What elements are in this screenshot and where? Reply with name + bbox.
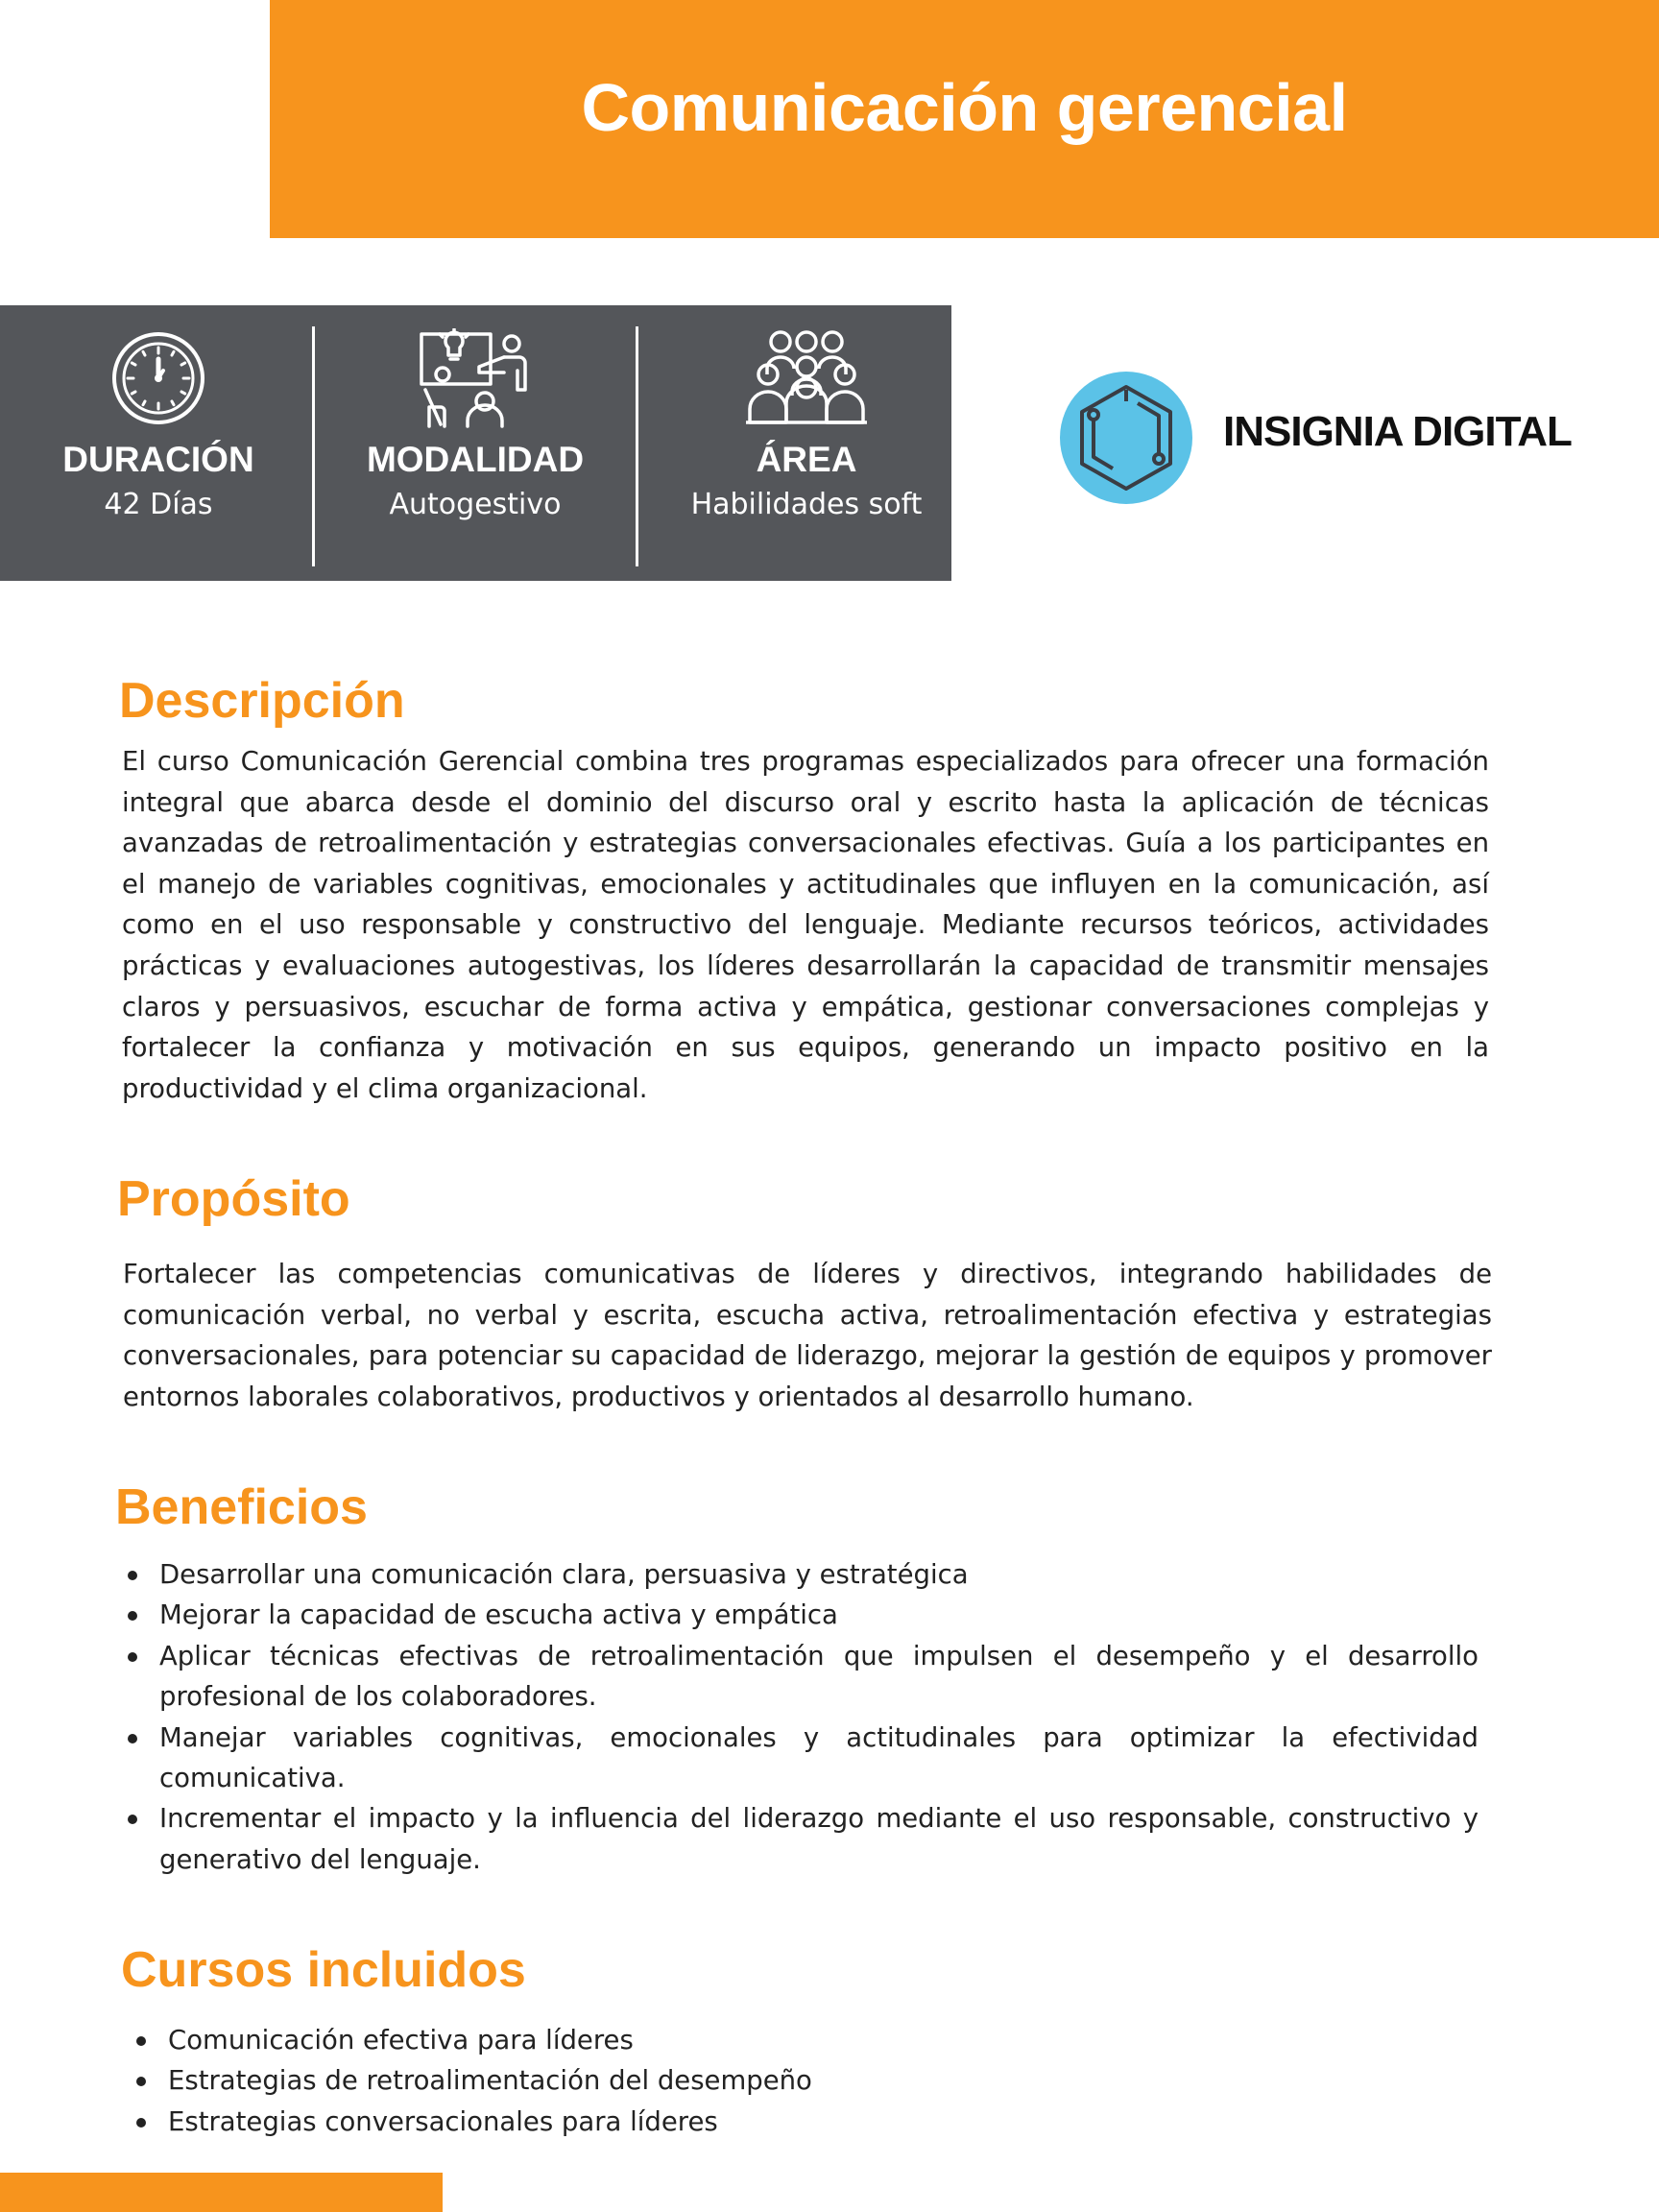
list-item: Estrategias de retroalimentación del desempeño — [132, 2060, 1188, 2101]
course-info-panel — [0, 305, 951, 581]
clock-icon — [108, 328, 208, 428]
duration-block — [38, 305, 278, 581]
description-text: El curso Comunicación Gerencial combina tres programas especializados para ofrecer una formación integral que abarca desde el dominio del discurso oral y escrito hasta la aplicación de técnicas avanzadas de retroalimentación y estrategias conversacionales efectivas. Guía a los participantes en el manejo de variables cognitivas, emocionales y actitudinales que influyen en la comunicación, así como en el uso responsable y constructivo del lenguaje. Mediante recursos teóricos, actividades prácticas y evaluaciones autogestivas, los líderes desarrollarán la capacidad de transmitir mensajes claros y persuasivos, escuchar de forma activa y empática, gestionar conversaciones complejas y fortalecer la confianza y motivación en sus equipos, generando un impacto positivo en la productividad y el clima organizacional. — [122, 746, 1489, 1104]
duration-value: 42 Días — [104, 488, 213, 521]
purpose-heading: Propósito — [117, 1171, 350, 1227]
info-divider — [312, 326, 315, 566]
duration-label: DURACIÓN — [62, 440, 254, 479]
group-icon — [744, 328, 869, 428]
list-item: Incrementar el impacto y la influencia del liderazgo mediante el uso responsable, constructivo y generativo del lenguaje. — [123, 1798, 1479, 1880]
modality-block — [346, 305, 605, 581]
footer-accent-bar — [0, 2173, 443, 2212]
list-item: Desarrollar una comunicación clara, persuasiva y estratégica — [123, 1554, 1479, 1595]
list-item: Estrategias conversacionales para líderes — [132, 2102, 1188, 2142]
list-item: Aplicar técnicas efectivas de retroalimentación que impulsen el desempeño y el desarrollo profesional de los colaboradores. — [123, 1636, 1479, 1718]
benefits-list — [123, 1554, 1479, 1880]
presentation-icon — [416, 328, 535, 428]
digital-badge-label: INSIGNIA DIGITAL — [1223, 408, 1572, 455]
area-value: Habilidades soft — [690, 488, 923, 521]
list-item: Manejar variables cognitivas, emocionales y actitudinales para optimizar la efectividad comunicativa. — [123, 1718, 1479, 1799]
benefits-heading: Beneficios — [115, 1479, 368, 1535]
title-banner — [270, 0, 1659, 238]
description-heading: Descripción — [119, 673, 405, 729]
area-block — [662, 305, 950, 581]
list-item: Mejorar la capacidad de escucha activa y empática — [123, 1595, 1479, 1635]
hexagon-badge-icon — [1059, 371, 1193, 505]
info-divider — [636, 326, 638, 566]
courses-list — [132, 2020, 1188, 2142]
area-label: ÁREA — [756, 440, 857, 479]
modality-label: MODALIDAD — [366, 440, 585, 479]
page-title: Comunicación gerencial — [581, 70, 1348, 145]
modality-value: Autogestivo — [389, 488, 562, 521]
courses-heading: Cursos incluidos — [121, 1942, 526, 1998]
purpose-text: Fortalecer las competencias comunicativas de líderes y directivos, integrando habilidades de comunicación verbal, no verbal y escrita, escucha activa, retroalimentación efectiva y estrategias conversacionales, para potenciar su capacidad de liderazgo, mejorar la gestión de equipos y promover entornos laborales colaborativos, productivos y orientados al desarrollo humano. — [123, 1259, 1492, 1412]
list-item: Comunicación efectiva para líderes — [132, 2020, 1188, 2060]
